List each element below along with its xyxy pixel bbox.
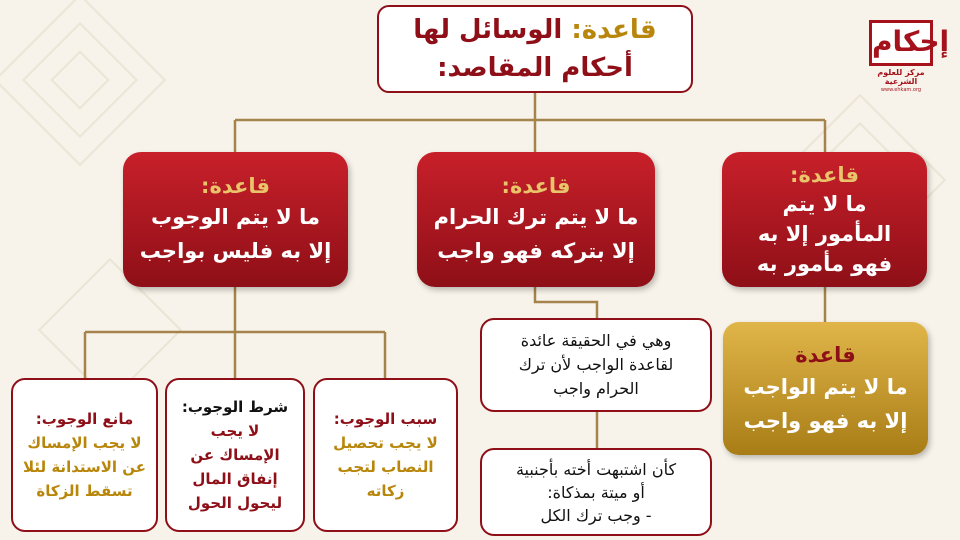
gold-rule-line: ما لا يتم الواجب <box>743 374 908 399</box>
gold-rule-box <box>723 322 928 455</box>
title-box <box>377 5 693 93</box>
logo-subtitle: مركز للعلوم الشرعية <box>877 68 925 86</box>
rule-line: إلا به فليس بواجب <box>139 238 332 263</box>
shart-heading: شرط الوجوب: <box>181 398 289 416</box>
shart-line: إنفاق المال <box>192 470 278 488</box>
note-line: لقاعدة الواجب لأن ترك <box>518 355 674 374</box>
mani-wujub-box <box>11 378 158 532</box>
shart-line: ليحول الحول <box>187 494 283 512</box>
title-line1 <box>413 11 656 49</box>
rule-line: ما لا يتم ترك الحرام <box>433 204 639 229</box>
rule-box-wujub <box>123 152 348 287</box>
sabab-line: لا يجب تحصيل <box>333 434 438 452</box>
rule-line: ما لا يتم الوجوب <box>150 204 321 229</box>
sabab-heading: سبب الوجوب: <box>333 410 438 428</box>
logo-mark: إحكام <box>869 20 933 66</box>
note-line: أو ميتة بمذكاة: <box>547 482 645 502</box>
note-line: الحرام واجب <box>553 379 639 398</box>
note-line: كأن اشتبهت أخته بأجنبية <box>515 459 677 479</box>
gold-rule-heading: قاعدة <box>795 342 856 367</box>
logo <box>862 20 950 93</box>
rule-line: فهو مأمور به <box>756 251 893 276</box>
shart-wujub-box <box>165 378 305 532</box>
rule-heading: قاعدة: <box>201 173 270 198</box>
sabab-line: زكاته <box>366 482 405 500</box>
note-box-haram <box>480 318 712 412</box>
rule-line: ما لا يتم <box>782 191 867 216</box>
mani-line: تسقط الزكاة <box>36 482 133 500</box>
logo-tagline: www.ehkam.org <box>880 87 922 93</box>
shart-line: لا يجب <box>210 422 260 440</box>
title-line2: أحكام المقاصد: <box>437 53 633 83</box>
note-box-example <box>480 448 712 536</box>
note-line: وهي في الحقيقة عائدة <box>520 331 672 350</box>
rule-box-haram <box>417 152 655 287</box>
gold-rule-line: إلا به فهو واجب <box>743 408 908 433</box>
shart-line: الإمساك عن <box>190 446 280 464</box>
rule-heading: قاعدة: <box>501 173 571 198</box>
title-heading: قاعدة: <box>571 15 657 45</box>
mani-heading: مانع الوجوب: <box>35 410 134 428</box>
rule-line: إلا بتركه فهو واجب <box>437 238 635 263</box>
rule-box-mamur <box>722 152 927 287</box>
title-line1-text: الوسائل لها <box>413 15 563 45</box>
note-line: - وجب ترك الكل <box>540 505 652 525</box>
sabab-line: النصاب لتجب <box>337 458 434 476</box>
sabab-wujub-box <box>313 378 458 532</box>
mani-line: عن الاستدانة لئلا <box>22 458 147 476</box>
mani-line: لا يجب الإمساك <box>27 434 142 452</box>
rule-heading: قاعدة: <box>790 162 859 187</box>
rule-line: المأمور إلا به <box>757 221 892 246</box>
